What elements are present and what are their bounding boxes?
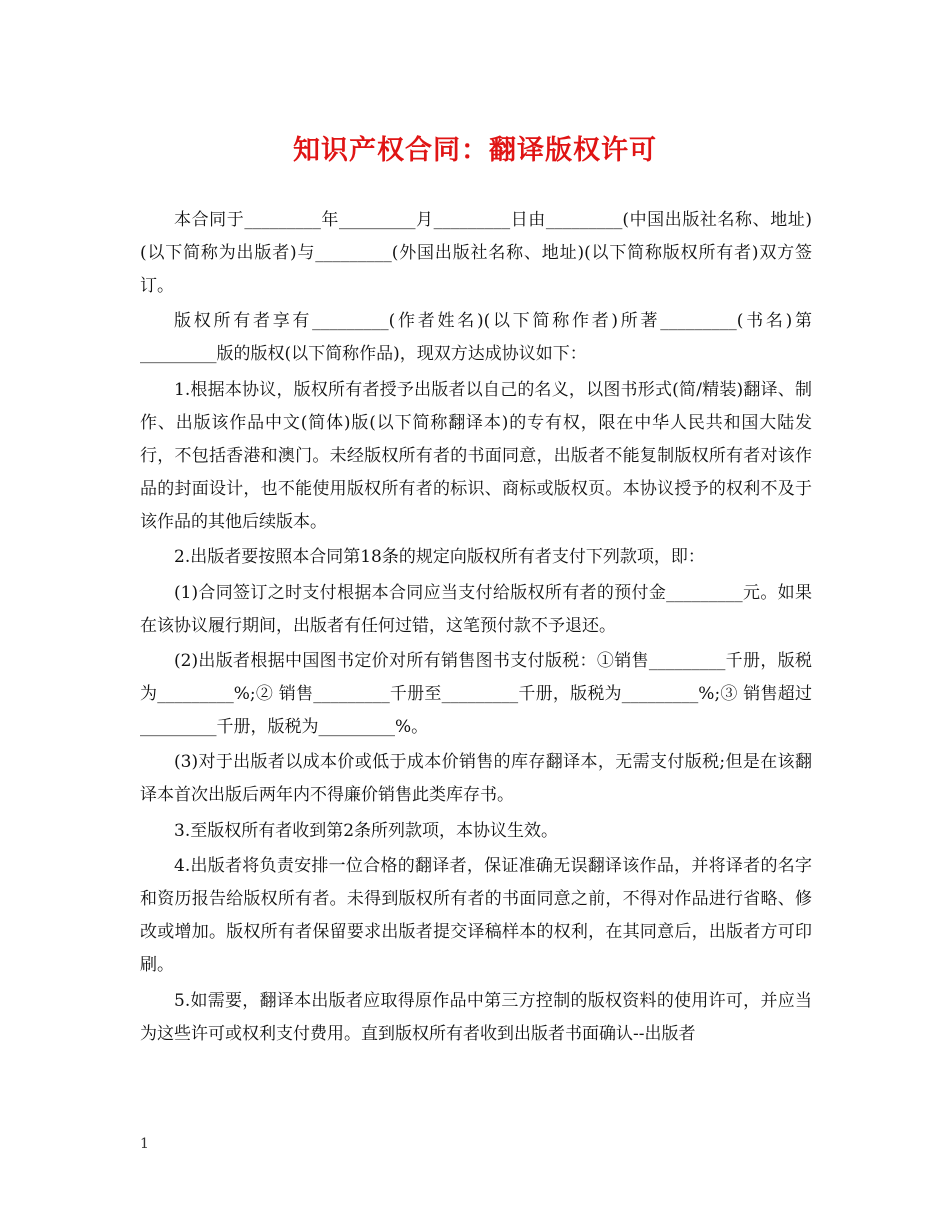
paragraph-clause-2-3: (3)对于出版者以成本价或低于成本价销售的库存翻译本，无需支付版税;但是在该翻译本首次出版后两年内不得廉价销售此类库存书。	[140, 752, 812, 806]
paragraph-intro: 本合同于_________年_________月_________日由_________(中国出版社名称、地址)(以下简称为出版者)与_________(外国出版社名称、地址)(以下简称版权所有者)双方签订。	[140, 210, 812, 296]
document-title: 知识产权合同：翻译版权许可	[293, 135, 657, 166]
paragraph-clause-2: 2.出版者要按照本合同第18条的规定向版权所有者支付下列款项，即：	[174, 547, 705, 568]
paragraph-clause-4: 4.出版者将负责安排一位合格的翻译者，保证准确无误翻译该作品，并将译者的名字和资历报告给版权所有者。未得到版权所有者的书面同意之前，不得对作品进行省略、修改或增加。版权所有者保留要求出版者提交译稿样本的权利，在其同意后，出版者方可印刷。	[140, 856, 812, 976]
paragraph-clause-5: 5.如需要，翻译本出版者应取得原作品中第三方控制的版权资料的使用许可，并应当为这些许可或权利支付费用。直到版权所有者收到出版者书面确认--出版者	[140, 990, 812, 1044]
page-number: 1	[140, 1136, 149, 1152]
paragraph-clause-1: 1.根据本协议，版权所有者授予出版者以自己的名义，以图书形式(简/精装)翻译、制作、出版该作品中文(简体)版(以下简称翻译本)的专有权，限在中华人民共和国大陆发行，不包括香港和澳门。未经版权所有者的书面同意，出版者不能复制版权所有者对该作品的封面设计，也不能使用版权所有者的标识、商标或版权页。本协议授予的权利不及于该作品的其他后续版本。	[140, 379, 812, 532]
paragraph-clause-3: 3.至版权所有者收到第2条所列款项，本协议生效。	[174, 820, 559, 841]
document-body	[140, 204, 812, 1053]
paragraph-copyright-owner: 版权所有者享有_________(作者姓名)(以下简称作者)所著_________(书名)第_________版的版权(以下简称作品)，现双方达成协议如下：	[140, 311, 812, 365]
paragraph-clause-2-2: (2)出版者根据中国图书定价对所有销售图书支付版税：①销售_________千册，版税为_________%;② 销售_________千册至_________千册，版税为_________%;③ 销售超过_________千册，版税为_________%。	[140, 650, 812, 737]
paragraph-clause-2-1: (1)合同签订之时支付根据本合同应当支付给版权所有者的预付金_________元。如果在该协议履行期间，出版者有任何过错，这笔预付款不予退还。	[140, 582, 812, 636]
